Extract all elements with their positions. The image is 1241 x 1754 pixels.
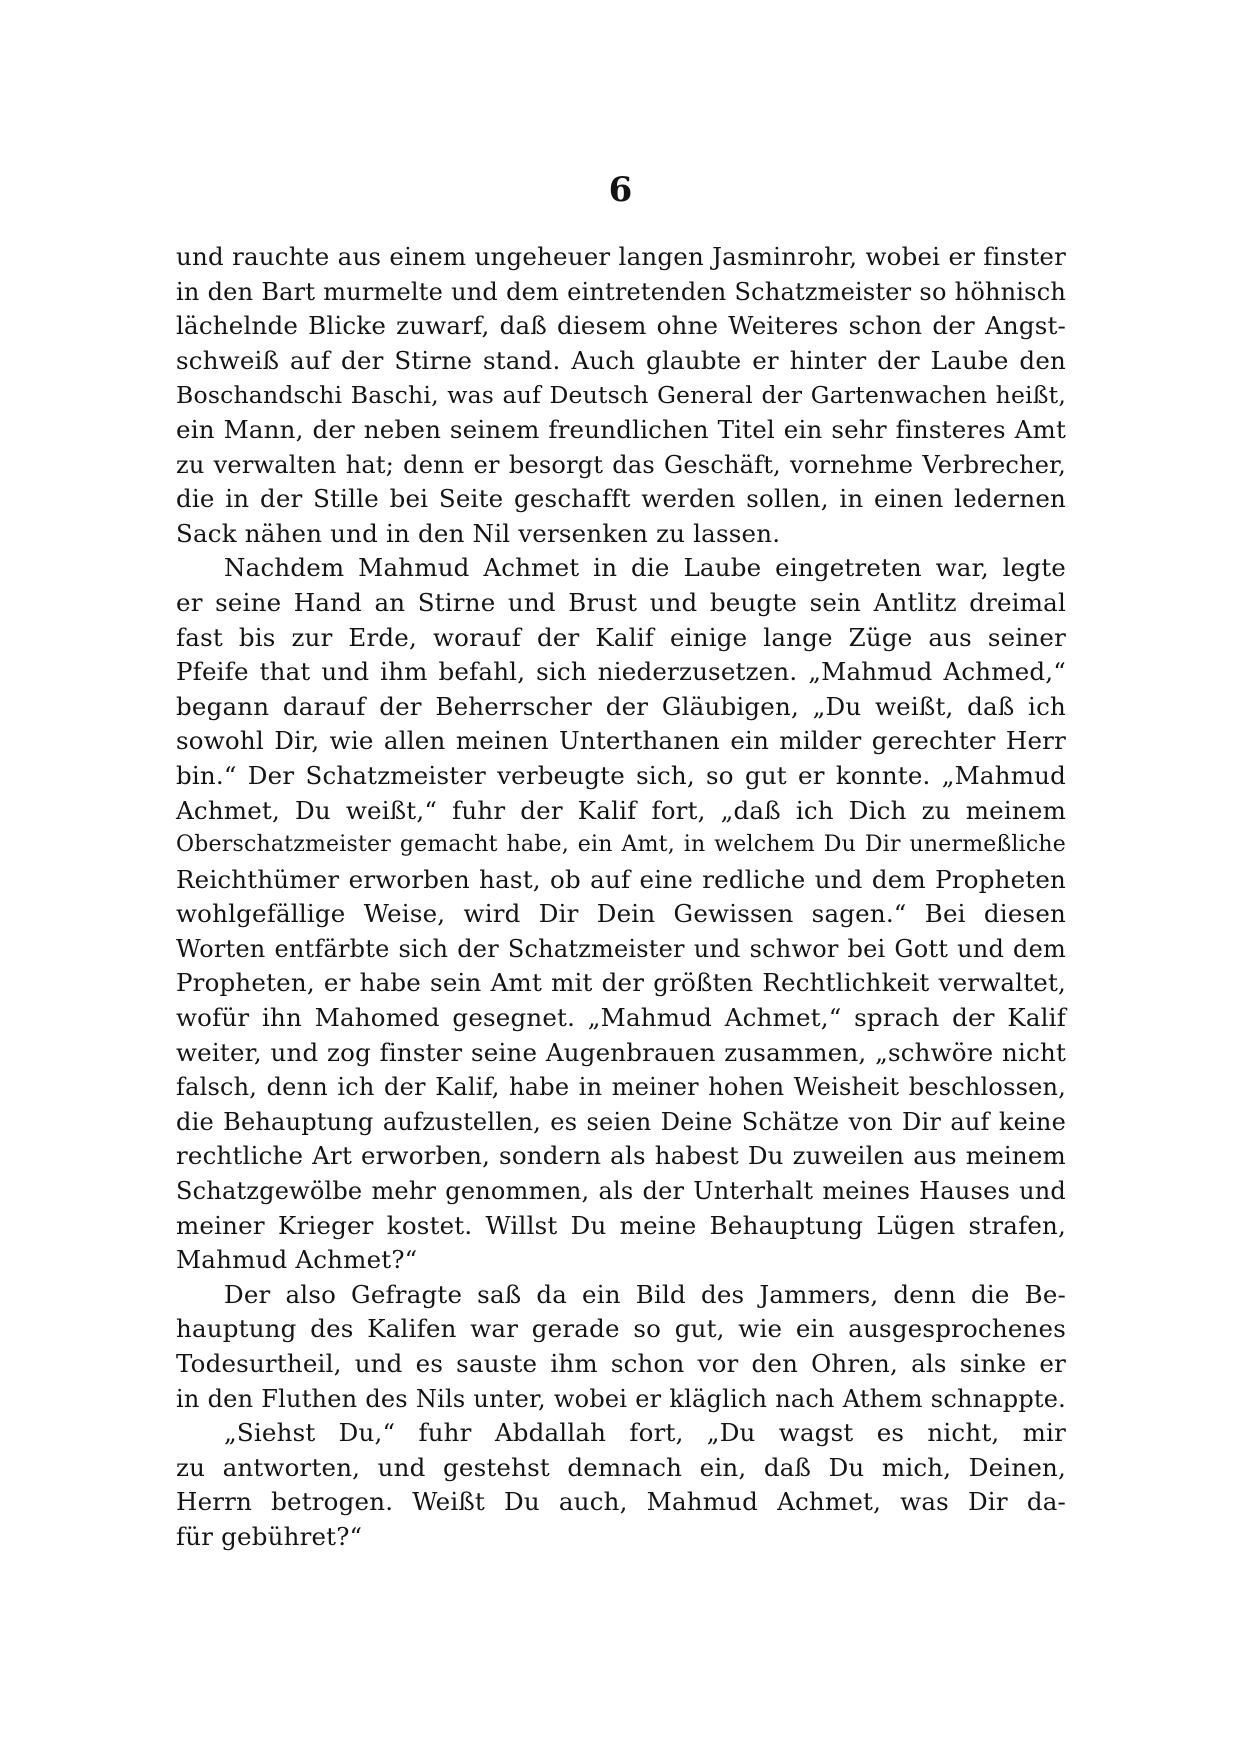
text-line: zu antworten, und gestehst demnach ein, daß Du mich, Deinen, <box>176 1452 1066 1482</box>
text-line: hauptung des Kalifen war gerade so gut, wie ein ausgesprochenes <box>176 1314 1066 1344</box>
text-line: er seine Hand an Stirne und Brust und beugte sein Antlitz dreimal <box>176 587 1066 617</box>
text-line: wohlgefällige Weise, wird Dir Dein Gewissen sagen.“ Bei diesen <box>176 899 1066 929</box>
text-line: für gebühret?“ <box>176 1521 363 1551</box>
text-line: fast bis zur Erde, worauf der Kalif einige lange Züge aus seiner <box>176 622 1066 652</box>
page-number: 6 <box>608 170 633 210</box>
text-line: wofür ihn Mahomed gesegnet. „Mahmud Achmet,“ sprach der Kalif <box>176 1003 1066 1033</box>
text-line: Pfeife that und ihm befahl, sich niederzusetzen. „Mahmud Achmed,“ <box>176 657 1066 687</box>
text-line: weiter, und zog finster seine Augenbrauen zusammen, „schwöre nicht <box>176 1037 1066 1067</box>
text-line: meiner Krieger kostet. Willst Du meine Behauptung Lügen strafen, <box>176 1210 1066 1240</box>
text-line: Boschandschi Baschi, was auf Deutsch General der Gartenwachen heißt, <box>176 381 1066 410</box>
text-line: „Siehst Du,“ fuhr Abdallah fort, „Du wagst es nicht, mir <box>224 1418 1066 1448</box>
text-line: Achmet, Du weißt,“ fuhr der Kalif fort, „daß ich Dich zu meinem <box>176 795 1066 825</box>
text-line: Oberschatzmeister gemacht habe, ein Amt, in welchem Du Dir unermeßliche <box>176 832 1066 858</box>
text-line: die Behauptung aufzustellen, es seien Deine Schätze von Dir auf keine <box>176 1107 1066 1136</box>
text-line: Herrn betrogen. Weißt Du auch, Mahmud Achmet, was Dir da- <box>176 1487 1066 1517</box>
text-line: in den Fluthen des Nils unter, wobei er kläglich nach Athem schnappte. <box>176 1384 1066 1413</box>
text-line: Worten entfärbte sich der Schatzmeister und schwor bei Gott und dem <box>176 934 1066 963</box>
text-line: die in der Stille bei Seite geschafft werden sollen, in einen ledernen <box>176 484 1066 514</box>
text-line: Nachdem Mahmud Achmet in die Laube eingetreten war, legte <box>224 553 1066 583</box>
text-line: Reichthümer erworben hast, ob auf eine redliche und dem Propheten <box>176 864 1066 894</box>
text-line: ein Mann, der neben seinem freundlichen Titel ein sehr finsteres Amt <box>176 414 1066 444</box>
text-line: zu verwalten hat; denn er besorgt das Geschäft, vornehme Verbrecher, <box>176 450 1066 479</box>
text-line: Todesurtheil, und es sauste ihm schon vor den Ohren, als sinke er <box>176 1349 1066 1378</box>
text-line: Der also Gefragte saß da ein Bild des Jammers, denn die Be- <box>224 1279 1066 1309</box>
text-line: lächelnde Blicke zuwarf, daß diesem ohne Weiteres schon der Angst- <box>176 311 1066 341</box>
text-line: Propheten, er habe sein Amt mit der größten Rechtlichkeit verwaltet, <box>176 968 1066 998</box>
text-line: falsch, denn ich der Kalif, habe in meiner hohen Weisheit beschlossen, <box>176 1073 1066 1102</box>
text-line: begann darauf der Beherrscher der Gläubigen, „Du weißt, daß ich <box>176 691 1066 721</box>
text-line: rechtliche Art erworben, sondern als habest Du zuweilen aus meinem <box>176 1141 1066 1171</box>
text-line: schweiß auf der Stirne stand. Auch glaubte er hinter der Laube den <box>176 345 1066 375</box>
text-line: und rauchte aus einem ungeheuer langen Jasminrohr, wobei er finster <box>176 242 1066 271</box>
text-line: Mahmud Achmet?“ <box>176 1245 418 1275</box>
text-line: sowohl Dir, wie allen meinen Unterthanen ein milder gerechter Herr <box>176 726 1066 756</box>
text-line: in den Bart murmelte und dem eintretenden Schatzmeister so höhnisch <box>176 277 1066 306</box>
body-text <box>176 240 1066 1555</box>
text-line: Sack nähen und in den Nil versenken zu lassen. <box>176 518 781 548</box>
text-line: Schatzgewölbe mehr genommen, als der Unterhalt meines Hauses und <box>176 1177 1066 1206</box>
text-line: bin.“ Der Schatzmeister verbeugte sich, so gut er konnte. „Mahmud <box>176 760 1066 790</box>
